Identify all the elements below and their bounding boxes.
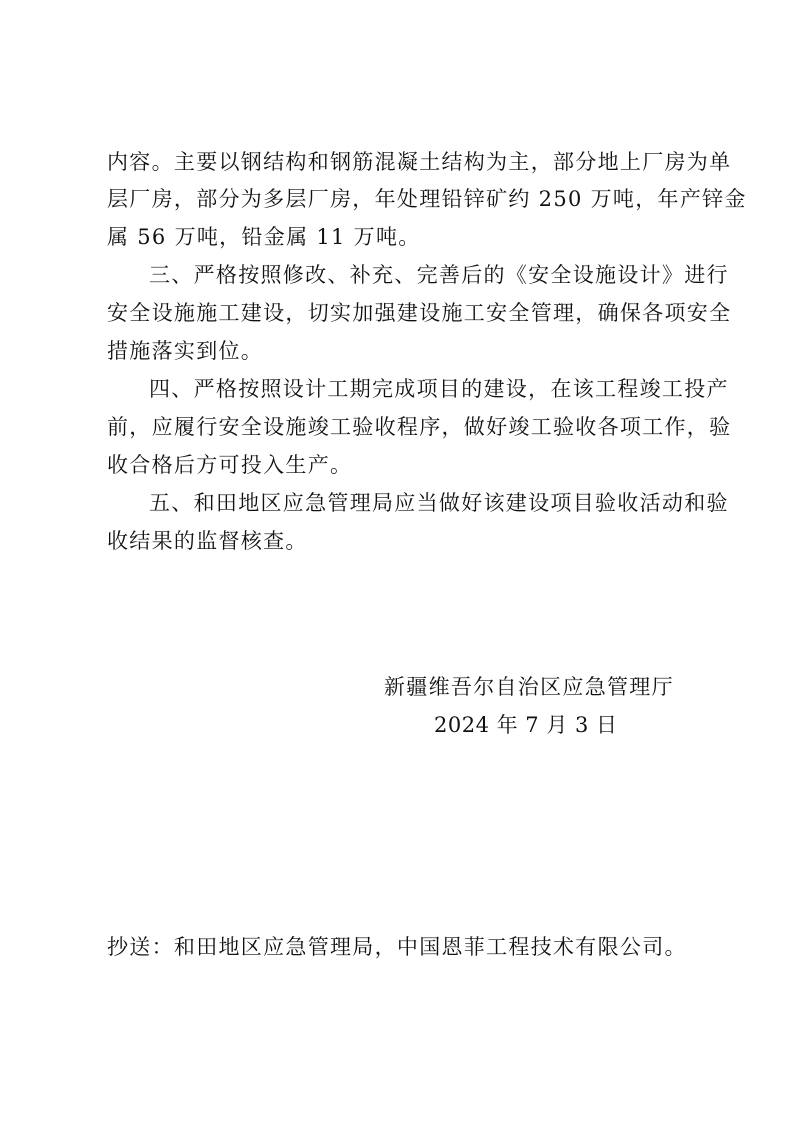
paragraph-3-line-1: 四、严格按照设计工期完成项目的建设，在该工程竣工投产 bbox=[149, 377, 729, 401]
paragraph-1-line-1: 内容。主要以钢结构和钢筋混凝土结构为主，部分地上厂房为单 bbox=[107, 150, 732, 174]
issue-date: 2024 年 7 月 3 日 bbox=[434, 713, 618, 737]
issuer-name: 新疆维吾尔自治区应急管理厅 bbox=[384, 675, 674, 699]
paragraph-4-line-1: 五、和田地区应急管理局应当做好该建设项目验收活动和验 bbox=[149, 491, 729, 515]
cc-line: 抄送：和田地区应急管理局，中国恩菲工程技术有限公司。 bbox=[107, 935, 687, 959]
paragraph-2-line-1: 三、严格按照修改、补充、完善后的《安全设施设计》进行 bbox=[149, 263, 729, 287]
paragraph-3-line-2: 前，应履行安全设施竣工验收程序，做好竣工验收各项工作，验 bbox=[107, 415, 732, 439]
paragraph-1-line-3: 属 56 万吨，铅金属 11 万吨。 bbox=[107, 225, 421, 249]
paragraph-2-line-3: 措施落实到位。 bbox=[107, 339, 264, 363]
paragraph-4-line-2: 收结果的监督核查。 bbox=[107, 529, 308, 553]
paragraph-3-line-3: 收合格后方可投入生产。 bbox=[107, 453, 353, 477]
paragraph-1-line-2: 层厂房，部分为多层厂房，年处理铅锌矿约 250 万吨，年产锌金 bbox=[107, 187, 747, 211]
paragraph-2-line-2: 安全设施施工建设，切实加强建设施工安全管理，确保各项安全 bbox=[107, 301, 732, 325]
